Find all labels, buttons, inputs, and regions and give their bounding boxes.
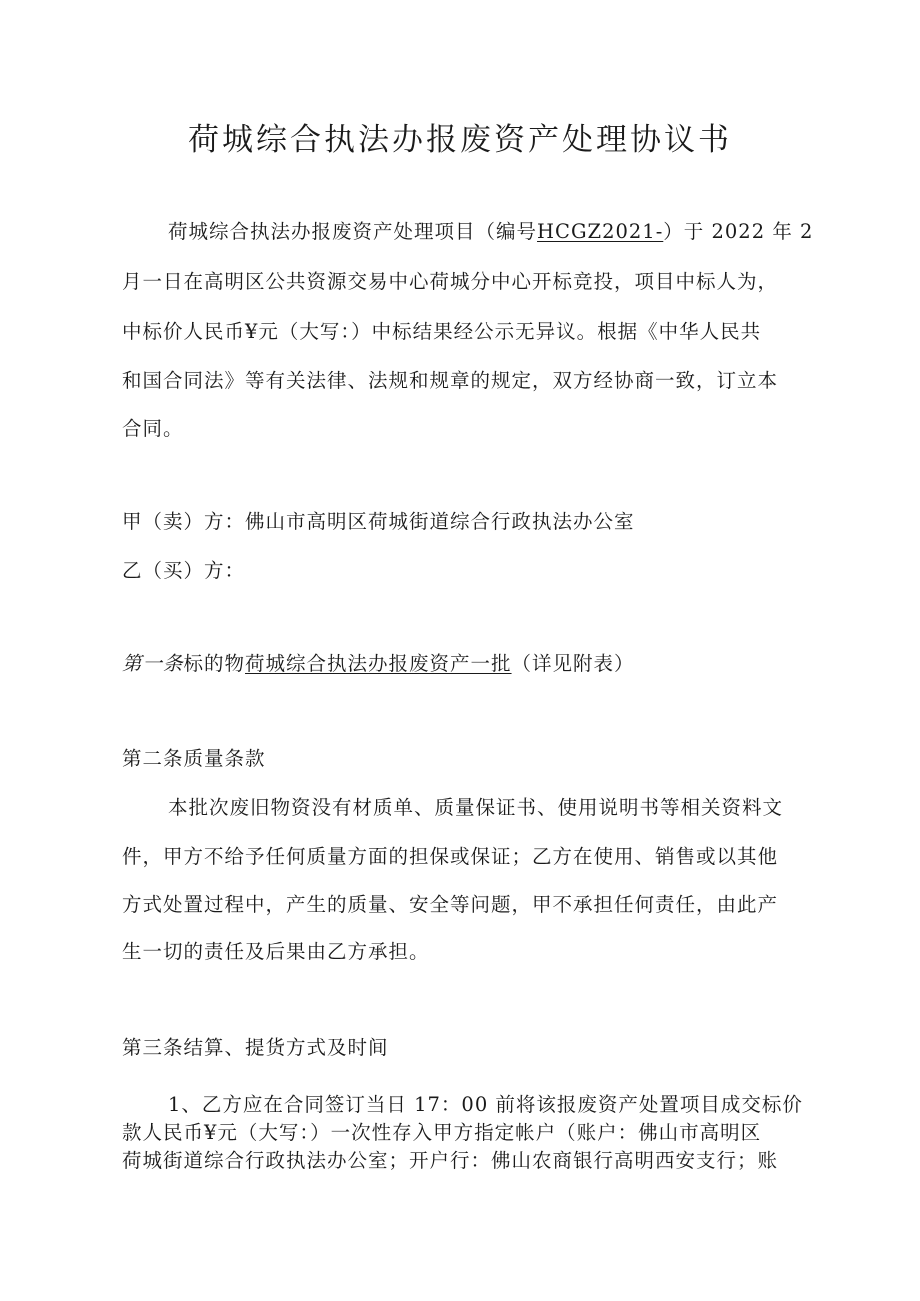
article-3-line-1: 1、乙方应在合同签订当日 17：00 前将该报废资产处置项目成交标价 bbox=[168, 1093, 803, 1116]
article-2-line-1: 本批次废旧物资没有材质单、质量保证书、使用说明书等相关资料文 bbox=[168, 796, 784, 819]
article-2-heading: 第二条质量条款 bbox=[122, 747, 266, 770]
article-3-heading: 第三条结算、提货方式及时间 bbox=[122, 1036, 389, 1059]
intro-line-1-date: ）于 2022 年 2 bbox=[663, 220, 814, 243]
article-1 bbox=[122, 650, 635, 678]
article-1-heading: 第一条 bbox=[122, 652, 184, 675]
article-2-line-2: 件，甲方不给予任何质量方面的担保或保证；乙方在使用、销售或以其他 bbox=[122, 845, 779, 868]
article-2-line-4: 生一切的责任及后果由乙方承担。 bbox=[122, 940, 430, 963]
article-3-line-2: 款人民币¥元（大写：）一次性存入甲方指定帐户（账户：佛山市高明区 bbox=[122, 1121, 762, 1144]
project-code: HCGZ2021- bbox=[537, 220, 664, 243]
intro-line-1 bbox=[168, 218, 813, 246]
document-title: 荷城综合执法办报废资产处理协议书 bbox=[188, 122, 732, 158]
intro-line-4: 和国合同法》等有关法律、法规和规章的规定，双方经协商一致，订立本 bbox=[122, 369, 779, 392]
intro-line-2: 月一日在高明区公共资源交易中心荷城分中心开标竞投，项目中标人为， bbox=[122, 270, 779, 293]
intro-line-5: 合同。 bbox=[122, 417, 184, 440]
article-1-label: 标的物 bbox=[183, 652, 246, 675]
intro-line-1-text: 荷城综合执法办报废资产处理项目（编号 bbox=[168, 220, 538, 243]
party-b: 乙（买）方： bbox=[122, 559, 246, 582]
intro-line-3: 中标价人民币¥元（大写：）中标结果经公示无异议。根据《中华人民共 bbox=[122, 320, 762, 343]
party-a: 甲（卖）方：佛山市高明区荷城街道综合行政执法办公室 bbox=[122, 510, 635, 533]
article-2-line-3: 方式处置过程中，产生的质量、安全等问题，甲不承担任何责任，由此产 bbox=[122, 893, 779, 916]
article-3-line-3: 荷城街道综合行政执法办公室；开户行：佛山农商银行高明西安支行；账 bbox=[122, 1149, 779, 1172]
article-1-note: （详见附表） bbox=[511, 652, 635, 675]
article-1-subject: 荷城综合执法办报废资产一批 bbox=[245, 652, 512, 675]
